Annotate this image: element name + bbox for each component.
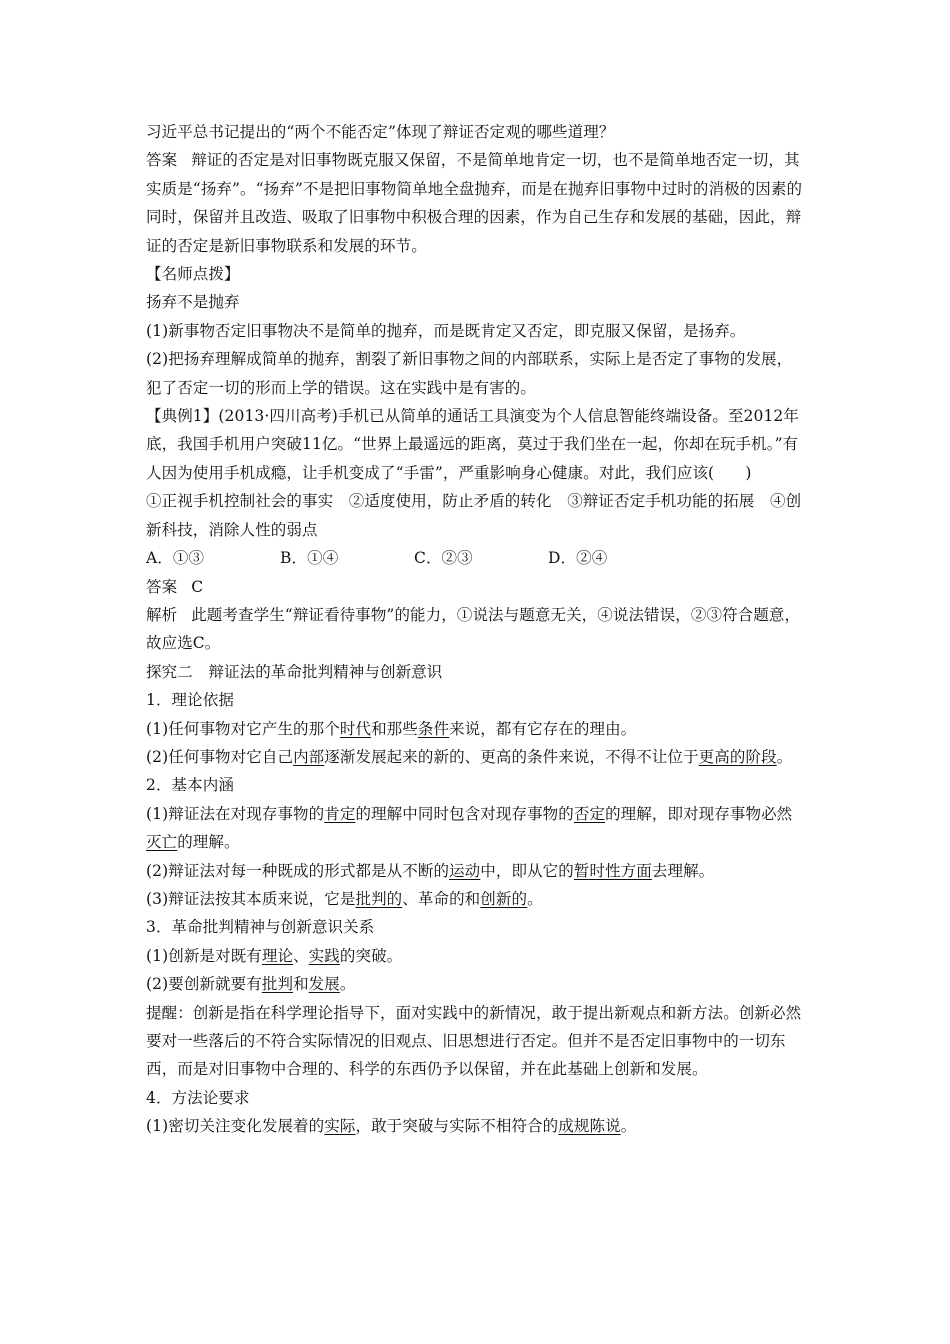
text-segment: 。 [339,975,356,994]
subsection-3-item-1 [146,942,806,970]
underlined-term: 实践 [308,946,340,965]
text-segment: (1)辩证法在对现存事物的 [146,804,325,823]
example-question [146,402,806,487]
answer-text: 辩证的否定是对旧事物既克服又保留，不是简单地肯定一切，也不是简单地否定一切，其实质是“扬弃”。“扬弃”不是把旧事物简单地全盘抛弃，而是在抛弃旧事物中过时的消极的因素的同时，保留并且改造、吸取了旧事物中积极合理的因素，作为自己生存和发展的基础，因此，辩证的否定是新旧事物联系和发展的环节。 [146,151,803,255]
text-segment: 和 [293,975,309,994]
answer-2-label: 答案 [146,577,178,596]
subsection-1-title: 1．理论依据 [146,691,234,710]
subsection-2-item-3 [146,885,806,913]
answer-block [146,146,806,260]
underlined-term: 理论 [261,946,294,965]
text-segment: 的理解中同时包含对现存事物的 [355,804,574,823]
example-text: (2013·四川高考)手机已从简单的通话工具演变为个人信息智能终端设备。至2012年底，我国手机用户突破11亿。“世界上最遥远的距离，莫过于我们坐在一起，你却在玩手机。”有人因为使用手机成瘾，让手机变成了“手雷”，严重影响身心健康。对此，我们应该( ) [146,407,799,482]
subsection-4-item-1 [146,1112,806,1140]
tip-point-2: (2)把扬弃理解成简单的抛弃，割裂了新旧事物之间的内部联系，实际上是否定了事物的发展，犯了否定一切的形而上学的错误。这在实践中是有害的。 [146,350,793,397]
subsection-1-item-1 [146,715,806,743]
underlined-term: 内部 [293,747,325,766]
tip-heading: 【名师点拨】 [146,265,240,284]
text-segment: (1)任何事物对它产生的那个 [146,719,340,738]
text-segment: (1)创新是对既有 [146,946,262,965]
underlined-term: 时代 [339,719,372,738]
answer-2 [146,573,806,601]
subsection-3-title: 3．革命批判精神与创新意识关系 [146,918,375,937]
underlined-term: 条件 [417,719,450,738]
text-segment: ，敢于突破与实际不相符合的 [355,1117,559,1136]
underlined-term: 肯定 [324,804,356,823]
text-segment: 。 [527,889,543,908]
text-segment: (2)要创新就要有 [146,975,262,994]
section-2-title: 探究二 辩证法的革命批判精神与创新意识 [146,662,443,681]
example-label: 【典例1】 [146,407,219,426]
underlined-term: 更高的阶段 [698,747,777,766]
tip-title: 扬弃不是抛弃 [146,293,240,312]
text-segment: (1)密切关注变化发展着的 [146,1117,325,1136]
underlined-term: 成规陈说 [558,1117,621,1136]
text-segment: 。 [620,1117,637,1136]
subsection-1-item-2 [146,743,806,771]
tip-point-1: (1)新事物否定旧事物决不是简单的抛弃，而是既肯定又否定，即克服又保留，是扬弃。 [146,321,746,340]
text-segment: 中，即从它的 [480,861,574,880]
underlined-term: 批判的 [355,889,403,908]
question-intro: 习近平总书记提出的“两个不能否定”体现了辩证否定观的哪些道理？ [146,123,615,141]
underlined-term: 暂时性方面 [573,861,652,880]
text-segment: 、革命的和 [402,889,481,908]
text-segment: (2)任何事物对它自己 [146,747,294,766]
text-segment: 的理解，即对现存事物必然 [605,804,793,823]
text-segment: 的理解。 [177,833,240,852]
underlined-term: 创新的 [480,889,528,908]
document-page [146,118,806,1141]
text-segment: 和那些 [371,719,418,738]
answer-label: 答案 [146,151,178,170]
text-segment: 、 [293,946,309,965]
explanation [146,601,806,658]
text-segment: 。 [776,747,793,766]
explanation-label: 解析 [146,605,178,624]
underlined-term: 批判 [261,975,294,994]
underlined-term: 否定 [573,804,606,823]
text-segment: 的突破。 [339,946,403,965]
subsection-2-item-1 [146,800,806,857]
options-row [146,544,806,572]
reminder: 提醒：创新是指在科学理论指导下，面对实践中的新情况，敢于提出新观点和新方法。创新必然要对一些落后的不符合实际情况的旧观点、旧思想进行否定。但并不是否定旧事物中的一切东西，而是对旧事物中合理的、科学的东西仍予以保留，并在此基础上创新和发展。 [146,1003,802,1079]
text-segment: (2)辩证法对每一种既成的形式都是从不断的 [146,861,450,880]
subsection-3-item-2 [146,970,806,998]
option-a: A．①③ [146,549,205,568]
subsection-2-item-2 [146,857,806,885]
example-choices: ①正视手机控制社会的事实 ②适度使用，防止矛盾的转化 ③辩证否定手机功能的拓展 ④创新科技，消除人性的弱点 [146,492,802,539]
underlined-term: 灭亡 [146,833,178,852]
text-segment: (3)辩证法按其本质来说，它是 [146,889,356,908]
answer-2-value: C [191,577,204,596]
subsection-2-title: 2．基本内涵 [146,776,234,795]
text-segment: 去理解。 [651,861,715,880]
option-d: D．②④ [548,549,608,568]
underlined-term: 发展 [308,975,340,994]
text-segment: 逐渐发展起来的新的、更高的条件来说，不得不让位于 [324,747,699,766]
underlined-term: 运动 [449,861,481,880]
explanation-text: 此题考查学生“辩证看待事物”的能力，①说法与题意无关，④说法错误，②③符合题意，故应选C。 [146,605,801,653]
option-c: C．②③ [414,549,473,568]
underlined-term: 实际 [324,1117,356,1136]
option-b: B．①④ [280,549,339,568]
subsection-4-title: 4．方法论要求 [146,1088,250,1107]
text-segment: 来说，都有它存在的理由。 [449,719,637,738]
